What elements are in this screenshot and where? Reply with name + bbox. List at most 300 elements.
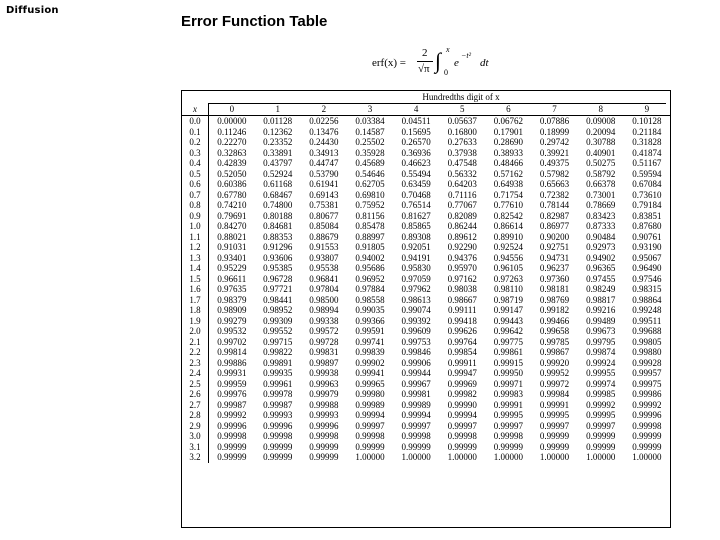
table-cell: 0.99993: [309, 410, 339, 420]
row-x-value: 1.9: [182, 316, 209, 327]
column-header-1: 1: [255, 104, 301, 116]
table-cell: 0.99978: [263, 389, 293, 399]
table-cell: 0.15695: [401, 126, 431, 137]
table-cell: 0.48466: [493, 158, 524, 168]
table-cell: 0.93401: [217, 252, 247, 263]
table-cell: 0.86614: [493, 221, 524, 231]
table-cell: 0.99392: [401, 315, 431, 326]
table-cell: 0.98500: [309, 294, 339, 305]
erf-values-table: [182, 104, 670, 463]
table-cell: 0.99980: [355, 389, 385, 399]
table-cell: 0.41874: [632, 147, 662, 158]
table-cell: 0.99961: [263, 378, 293, 389]
table-cell: 0.55494: [401, 168, 431, 179]
table-cell: 0.99552: [263, 326, 293, 336]
table-cell: 0.99996: [309, 420, 339, 431]
table-cell: 0.99880: [632, 347, 662, 357]
table-row: [182, 148, 670, 159]
table-cell: 0.57982: [539, 168, 570, 179]
table-cell: 0.92290: [447, 242, 477, 252]
table-cell: 0.99952: [539, 368, 570, 378]
row-x-value: 1.6: [182, 284, 209, 295]
table-row: [182, 127, 670, 138]
table-cell: 0.99999: [632, 441, 662, 452]
page-title: Error Function Table: [181, 13, 328, 30]
table-cell: 0.72382: [539, 189, 570, 200]
table-cell: 0.91031: [217, 242, 247, 252]
table-cell: 0.04511: [401, 116, 431, 126]
table-cell: 0.53790: [309, 168, 339, 179]
table-cell: 0.99999: [309, 452, 339, 462]
table-cell: 0.99999: [401, 441, 431, 452]
table-cell: 0.99998: [493, 431, 524, 441]
table-cell: 0.09008: [586, 116, 616, 126]
table-row: [182, 232, 670, 243]
table-cell: 0.99999: [586, 441, 616, 452]
table-cell: 0.67084: [632, 179, 662, 189]
table-cell: 0.92051: [401, 242, 431, 252]
table-cell: 0.99995: [493, 410, 524, 420]
table-cell: 0.56332: [447, 168, 477, 179]
table-cell: 0.96841: [309, 273, 339, 284]
row-x-value: 0.4: [182, 158, 209, 169]
table-cell: 0.36936: [401, 147, 431, 158]
table-cell: 0.99867: [539, 347, 570, 357]
table-cell: 0.98441: [263, 294, 293, 305]
table-cell: 0.84681: [263, 221, 293, 231]
table-cell: 0.81156: [355, 210, 385, 221]
row-x-value: 0.3: [182, 148, 209, 159]
table-cell: 1.00000: [632, 452, 662, 462]
formula-differential: dt: [480, 57, 489, 69]
table-cell: 0.99443: [493, 315, 524, 326]
table-cell: 0.99957: [632, 368, 662, 378]
table-cell: 0.95538: [309, 263, 339, 273]
table-cell: 0.65663: [539, 179, 570, 189]
table-cell: 0.46623: [401, 158, 431, 168]
table-cell: 0.47548: [447, 158, 477, 168]
row-x-value: 1.8: [182, 305, 209, 316]
table-cell: 0.95970: [447, 263, 477, 273]
table-cell: 0.86244: [447, 221, 477, 231]
table-cell: 0.99944: [401, 368, 431, 378]
table-cell: 0.99971: [493, 378, 524, 389]
table-cell: 0.00000: [217, 116, 247, 126]
table-cell: 0.99822: [263, 347, 293, 357]
table-cell: 0.99993: [263, 410, 293, 420]
row-x-value: 2.1: [182, 337, 209, 348]
table-cell: 0.97455: [586, 273, 616, 284]
table-row: [182, 326, 670, 337]
table-cell: 0.99248: [632, 305, 662, 315]
table-cell: 0.99928: [632, 357, 662, 368]
table-row: [182, 221, 670, 232]
table-cell: 0.99279: [217, 315, 247, 326]
table-cell: 0.77610: [493, 200, 524, 210]
table-cell: 0.99955: [586, 368, 616, 378]
table-cell: 0.93190: [632, 242, 662, 252]
table-cell: 0.99728: [309, 336, 339, 347]
table-cell: 0.05637: [447, 116, 477, 126]
table-cell: 0.38933: [493, 147, 524, 158]
table-cell: 0.96237: [539, 263, 570, 273]
table-cell: 0.99906: [401, 357, 431, 368]
table-cell: 0.92973: [586, 242, 616, 252]
table-cell: 0.99846: [401, 347, 431, 357]
table-cell: 0.31828: [632, 137, 662, 147]
table-cell: 0.98817: [586, 294, 616, 305]
table-cell: 0.99642: [493, 326, 524, 336]
table-cell: 0.30788: [586, 137, 616, 147]
table-cell: 0.98864: [632, 294, 662, 305]
table-cell: 0.96490: [632, 263, 662, 273]
table-cell: 0.99972: [539, 378, 570, 389]
table-cell: 0.66378: [586, 179, 616, 189]
table-cell: 0.99994: [401, 410, 431, 420]
table-cell: 0.99924: [586, 357, 616, 368]
formula-integral-upper: x: [446, 45, 450, 54]
table-cell: 0.61168: [263, 179, 293, 189]
table-cell: 0.99702: [217, 336, 247, 347]
table-cell: 1.00000: [401, 452, 431, 462]
table-cell: 0.99999: [586, 431, 616, 441]
table-cell: 0.35928: [355, 147, 385, 158]
table-cell: 0.99976: [217, 389, 247, 399]
table-cell: 0.99991: [493, 399, 524, 410]
table-cell: 0.99839: [355, 347, 385, 357]
table-row: [182, 305, 670, 316]
table-cell: 0.51167: [632, 158, 662, 168]
table-cell: 0.99941: [355, 368, 385, 378]
table-cell: 0.33891: [263, 147, 293, 158]
table-cell: 0.99915: [493, 357, 524, 368]
table-cell: 0.99874: [586, 347, 616, 357]
table-cell: 0.99532: [217, 326, 247, 336]
table-cell: 0.21184: [632, 126, 662, 137]
table-row: [182, 337, 670, 348]
row-x-value: 2.5: [182, 379, 209, 390]
table-cell: 0.88021: [217, 231, 247, 242]
table-cell: 0.06762: [493, 116, 524, 126]
table-cell: 0.94731: [539, 252, 570, 263]
table-row: [182, 316, 670, 327]
table-cell: 0.98110: [493, 284, 523, 294]
table-cell: 0.20094: [586, 126, 616, 137]
table-cell: 0.88353: [263, 231, 293, 242]
row-x-value: 0.5: [182, 169, 209, 180]
row-x-value: 0.7: [182, 190, 209, 201]
table-cell: 0.23352: [263, 137, 293, 147]
table-cell: 0.59594: [632, 168, 662, 179]
table-cell: 0.42839: [217, 158, 247, 168]
table-cell: 0.99035: [355, 305, 385, 315]
table-cell: 0.69810: [355, 189, 385, 200]
table-cell: 0.99920: [539, 357, 570, 368]
table-row: [182, 211, 670, 222]
table-cell: 0.96952: [355, 273, 385, 284]
table-cell: 0.99998: [263, 431, 293, 441]
table-cell: 0.99182: [539, 305, 570, 315]
table-cell: 0.13476: [309, 126, 339, 137]
table-cell: 0.69143: [309, 189, 339, 200]
column-header-6: 6: [485, 104, 531, 116]
table-cell: 0.74800: [263, 200, 293, 210]
table-cell: 0.99982: [447, 389, 477, 399]
table-cell: 0.18999: [539, 126, 570, 137]
table-cell: 0.28690: [493, 137, 524, 147]
table-cell: 0.91553: [309, 242, 339, 252]
formula-fraction-bar: [417, 61, 433, 62]
table-cell: 0.78144: [539, 200, 570, 210]
table-cell: 0.89910: [493, 231, 524, 242]
table-cell: 0.76514: [401, 200, 431, 210]
table-cell: 0.98315: [632, 284, 662, 294]
formula-integral-lower: 0: [444, 68, 448, 77]
table-cell: 0.97635: [217, 284, 247, 294]
table-cell: 0.99489: [586, 315, 616, 326]
table-cell: 0.37938: [447, 147, 477, 158]
table-cell: 0.90761: [632, 231, 662, 242]
table-row: [182, 137, 670, 148]
table-cell: 0.99309: [263, 315, 293, 326]
table-cell: 0.99931: [217, 368, 247, 378]
formula-integrand: e: [454, 57, 459, 69]
table-row: [182, 452, 670, 463]
table-body: [182, 116, 670, 463]
row-x-value: 1.2: [182, 242, 209, 253]
table-cell: 0.81627: [401, 210, 431, 221]
table-cell: 0.99911: [447, 357, 477, 368]
table-cell: 0.98038: [447, 284, 477, 294]
row-x-value: 0.6: [182, 179, 209, 190]
table-cell: 0.67780: [217, 189, 247, 200]
table-cell: 0.99999: [539, 431, 570, 441]
table-cell: 0.99935: [263, 368, 293, 378]
table-row: [182, 158, 670, 169]
table-row: [182, 421, 670, 432]
row-x-value: 1.0: [182, 221, 209, 232]
table-cell: 0.73610: [632, 189, 662, 200]
row-x-value: 1.3: [182, 253, 209, 264]
column-header-9: 9: [624, 104, 670, 116]
table-cell: 0.99775: [493, 336, 524, 347]
table-cell: 0.58792: [586, 168, 616, 179]
table-cell: 0.87333: [586, 221, 616, 231]
table-cell: 0.97360: [539, 273, 570, 284]
table-cell: 0.90200: [539, 231, 570, 242]
table-cell: 0.34913: [309, 147, 339, 158]
row-x-value: 0.9: [182, 211, 209, 222]
table-cell: 0.22270: [217, 137, 247, 147]
table-cell: 0.99805: [632, 336, 662, 347]
table-cell: 0.99998: [355, 431, 385, 441]
table-cell: 0.99795: [586, 336, 616, 347]
table-cell: 0.99831: [309, 347, 339, 357]
table-cell: 0.63459: [401, 179, 431, 189]
table-cell: 0.99891: [263, 357, 293, 368]
table-row: [182, 253, 670, 264]
table-cell: 0.99897: [309, 357, 339, 368]
table-cell: 0.97059: [401, 273, 431, 284]
table-cell: 0.44747: [309, 158, 339, 168]
table-cell: 0.49375: [539, 158, 570, 168]
table-cell: 0.96105: [493, 263, 524, 273]
table-cell: 0.99983: [493, 389, 524, 399]
table-cell: 0.83423: [586, 210, 616, 221]
table-cell: 0.99987: [263, 399, 293, 410]
table-cell: 0.70468: [401, 189, 431, 200]
table-cell: 1.00000: [539, 452, 570, 462]
table-cell: 0.62705: [355, 179, 385, 189]
table-cell: 0.99753: [401, 336, 431, 347]
table-cell: 0.99999: [263, 452, 293, 462]
table-row: [182, 284, 670, 295]
table-cell: 0.61941: [309, 179, 339, 189]
formula-lhs: erf(x) =: [372, 57, 406, 69]
table-cell: 0.99987: [217, 399, 247, 410]
table-cell: 0.98613: [401, 294, 431, 305]
table-cell: 0.82089: [447, 210, 477, 221]
table-cell: 0.99975: [632, 378, 662, 389]
table-cell: 0.99938: [309, 368, 339, 378]
table-cell: 0.99959: [217, 378, 247, 389]
table-cell: 0.99688: [632, 326, 662, 336]
table-cell: 1.00000: [586, 452, 616, 462]
table-row: [182, 379, 670, 390]
table-cell: 0.71754: [493, 189, 524, 200]
column-header-4: 4: [393, 104, 439, 116]
table-cell: 0.99994: [355, 410, 385, 420]
table-cell: 0.16800: [447, 126, 477, 137]
table-cell: 0.79691: [217, 210, 247, 221]
table-cell: 0.64203: [447, 179, 477, 189]
table-cell: 0.99764: [447, 336, 477, 347]
column-header-0: 0: [209, 104, 255, 116]
table-cell: 0.71116: [447, 189, 477, 200]
table-cell: 0.98719: [493, 294, 524, 305]
row-x-value: 3.1: [182, 442, 209, 453]
table-cell: 0.97884: [355, 284, 385, 294]
table-cell: 0.99999: [632, 431, 662, 441]
row-x-value: 1.5: [182, 274, 209, 285]
table-cell: 0.94556: [493, 252, 524, 263]
table-cell: 0.94902: [586, 252, 616, 263]
table-cell: 1.00000: [447, 452, 477, 462]
table-cell: 0.99418: [447, 315, 477, 326]
table-cell: 0.25502: [355, 137, 385, 147]
table-cell: 0.99861: [493, 347, 524, 357]
table-cell: 0.99338: [309, 315, 339, 326]
table-cell: 0.99511: [632, 315, 662, 326]
table-cell: 0.99969: [447, 378, 477, 389]
table-cell: 0.91296: [263, 242, 293, 252]
table-cell: 0.98952: [263, 305, 293, 315]
table-cell: 0.99963: [309, 378, 339, 389]
x-column-header: x: [182, 104, 209, 116]
table-cell: 0.78669: [586, 200, 616, 210]
table-cell: 0.99741: [355, 336, 385, 347]
row-x-value: 1.1: [182, 232, 209, 243]
formula-coef-numerator: 2: [422, 47, 428, 59]
table-row: [182, 410, 670, 421]
table-cell: 0.99814: [217, 347, 247, 357]
table-cell: 0.99984: [539, 389, 570, 399]
column-header-8: 8: [578, 104, 624, 116]
table-cell: 0.99996: [217, 420, 247, 431]
table-row: [182, 431, 670, 442]
table-cell: 0.99999: [263, 441, 293, 452]
table-cell: 0.97263: [493, 273, 524, 284]
table-cell: 0.10128: [632, 116, 662, 126]
table-cell: 0.52924: [263, 168, 293, 179]
table-cell: 0.95686: [355, 263, 385, 273]
table-row: [182, 347, 670, 358]
table-cell: 0.75381: [309, 200, 339, 210]
table-cell: 0.45689: [355, 158, 385, 168]
table-cell: 0.99974: [586, 378, 616, 389]
table-cell: 0.99999: [355, 441, 385, 452]
table-row: [182, 358, 670, 369]
table-cell: 0.94002: [355, 252, 385, 263]
table-cell: 0.97962: [401, 284, 431, 294]
table-cell: 0.99609: [401, 326, 431, 336]
table-cell: 0.99998: [401, 431, 431, 441]
table-cell: 0.99997: [355, 420, 385, 431]
table-cell: 0.52050: [217, 168, 247, 179]
table-cell: 0.14587: [355, 126, 385, 137]
table-cell: 0.98994: [309, 305, 339, 315]
table-row: [182, 263, 670, 274]
table-cell: 0.99147: [493, 305, 524, 315]
column-header-5: 5: [439, 104, 485, 116]
table-row: [182, 169, 670, 180]
table-cell: 0.99998: [447, 431, 477, 441]
table-cell: 0.97162: [447, 273, 477, 284]
table-cell: 0.99366: [355, 315, 385, 326]
table-cell: 0.11246: [217, 126, 247, 137]
formula-coef-denominator: √π: [418, 63, 430, 75]
table-cell: 0.99950: [493, 368, 524, 378]
table-cell: 0.68467: [263, 189, 293, 200]
table-cell: 0.02256: [309, 116, 339, 126]
table-cell: 0.85478: [355, 221, 385, 231]
table-cell: 0.43797: [263, 158, 293, 168]
table-cell: 0.99991: [539, 399, 570, 410]
table-cell: 0.57162: [493, 168, 524, 179]
table-cell: 0.99986: [632, 389, 662, 399]
row-x-value: 2.6: [182, 389, 209, 400]
table-cell: 0.99998: [632, 420, 662, 431]
table-cell: 0.86977: [539, 221, 570, 231]
table-row: [182, 179, 670, 190]
table-cell: 0.98667: [447, 294, 477, 305]
table-cell: 0.60386: [217, 179, 247, 189]
table-cell: 0.99989: [401, 399, 431, 410]
table-cell: 0.89612: [447, 231, 477, 242]
row-x-value: 2.9: [182, 421, 209, 432]
table-cell: 0.99992: [586, 399, 616, 410]
table-cell: 0.03384: [355, 116, 385, 126]
row-x-value: 2.7: [182, 400, 209, 411]
row-x-value: 3.0: [182, 431, 209, 442]
row-x-value: 0.2: [182, 137, 209, 148]
table-cell: 0.99985: [586, 389, 616, 399]
table-cell: 0.94191: [401, 252, 431, 263]
table-cell: 0.64938: [493, 179, 524, 189]
table-cell: 0.99990: [447, 399, 477, 410]
table-cell: 0.73001: [586, 189, 616, 200]
table-cell: 0.88997: [355, 231, 385, 242]
